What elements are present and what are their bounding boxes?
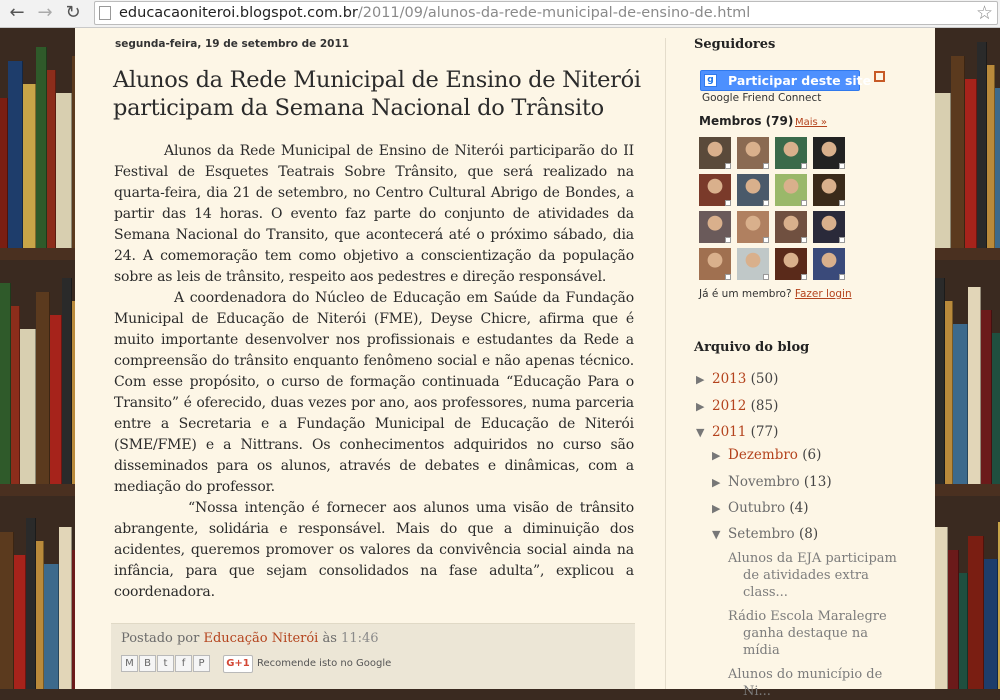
member-avatar[interactable] xyxy=(813,211,845,243)
bookshelf-background-right xyxy=(935,28,1000,689)
member-badge-icon xyxy=(725,274,731,280)
archive-count: (6) xyxy=(802,447,822,463)
gfc-label: Google Friend Connect xyxy=(702,92,822,104)
member-avatar[interactable] xyxy=(813,137,845,169)
member-avatar[interactable] xyxy=(699,174,731,206)
facebook-icon[interactable]: f xyxy=(175,655,192,672)
shelf-plank xyxy=(0,248,75,260)
archive-year-link[interactable]: 2013 xyxy=(712,371,747,387)
book-spine xyxy=(59,527,72,689)
archive-month-link[interactable]: Novembro xyxy=(728,474,800,490)
members-count: Membros (79) xyxy=(699,114,794,128)
book-spine xyxy=(36,541,44,689)
archive-year-2013[interactable] xyxy=(696,371,778,387)
url-text xyxy=(119,4,750,22)
archive-month-link[interactable]: Outubro xyxy=(728,500,786,516)
book-spine xyxy=(14,555,26,689)
url-host: educacaoniteroi.blogspot.com.br xyxy=(119,5,358,21)
member-badge-icon xyxy=(763,274,769,280)
book-spine xyxy=(959,573,968,689)
reload-icon[interactable]: ↻ xyxy=(65,2,81,23)
shelf-plank xyxy=(935,484,1000,496)
members-grid xyxy=(699,137,851,285)
book-spine xyxy=(0,98,8,248)
gplus-button[interactable]: G+1 xyxy=(223,655,253,673)
book-spine xyxy=(948,550,959,689)
book-spine xyxy=(47,70,56,248)
book-spine xyxy=(987,65,995,248)
book-spine xyxy=(992,333,1000,484)
book-spine xyxy=(23,84,36,248)
book-spine xyxy=(951,56,965,248)
at-label: às xyxy=(322,631,337,646)
book-spine xyxy=(26,518,36,689)
book-spine xyxy=(20,329,36,484)
blog-page xyxy=(75,28,935,699)
followers-title: Seguidores xyxy=(694,37,776,52)
member-avatar[interactable] xyxy=(699,248,731,280)
member-badge-icon xyxy=(801,237,807,243)
author-link[interactable]: Educação Niterói xyxy=(203,631,319,646)
collapse-arrow-icon[interactable]: ▼ xyxy=(712,528,721,541)
member-badge-icon xyxy=(839,237,845,243)
member-avatar[interactable] xyxy=(813,174,845,206)
book-spine xyxy=(968,536,984,689)
member-badge-icon xyxy=(763,163,769,169)
archive-post-link[interactable]: Rádio Escola Maralegre ganha destaque na mídia xyxy=(728,609,887,658)
member-question-text: Já é um membro? xyxy=(699,288,792,300)
book-spine xyxy=(0,283,11,484)
archive-count: (85) xyxy=(750,398,779,414)
book-spine xyxy=(36,47,47,248)
blogger-icon[interactable]: B xyxy=(139,655,156,672)
archive-post-link[interactable]: Alunos da EJA participam de atividades extra class... xyxy=(728,551,897,600)
archive-count: (13) xyxy=(803,474,832,490)
archive-post-link[interactable]: Alunos do município de Ni... xyxy=(728,667,883,699)
book-spine xyxy=(44,564,59,689)
posted-by-label: Postado por xyxy=(121,631,200,646)
book-spine xyxy=(965,79,977,248)
archive-count: (50) xyxy=(750,371,779,387)
archive-month-outubro[interactable] xyxy=(712,500,809,516)
archive-month-novembro[interactable] xyxy=(712,474,832,490)
member-avatar[interactable] xyxy=(813,248,845,280)
login-link[interactable]: Fazer login xyxy=(794,288,852,300)
member-badge-icon xyxy=(763,200,769,206)
url-path: /2011/09/alunos-da-rede-municipal-de-ensino-de.html xyxy=(357,5,751,21)
forward-arrow-icon[interactable]: → xyxy=(37,2,53,23)
book-spine xyxy=(62,278,72,484)
member-badge-icon xyxy=(725,237,731,243)
member-avatar[interactable] xyxy=(775,174,807,206)
post-paragraph: “Nossa intenção é fornecer aos alunos uma visão de trânsito abrangente, solidária e responsável. Mais do que a diminuição dos acidentes, queremos promover os valores da convivência social ainda na infância, para que sejam consolidados na fase adulta”, explicou a coordenadora. xyxy=(114,500,634,600)
back-arrow-icon[interactable]: ← xyxy=(9,2,25,23)
follow-button-label: Participar deste site xyxy=(728,73,872,88)
archive-title: Arquivo do blog xyxy=(694,340,810,355)
twitter-icon[interactable]: t xyxy=(157,655,174,672)
archive-year-2012[interactable] xyxy=(696,398,778,414)
popout-icon[interactable] xyxy=(874,71,885,82)
more-members-link[interactable]: Mais » xyxy=(795,117,828,128)
post-time-link[interactable]: 11:46 xyxy=(341,631,379,646)
pinterest-icon[interactable]: P xyxy=(193,655,210,672)
member-badge-icon xyxy=(763,237,769,243)
member-badge-icon xyxy=(801,163,807,169)
book-spine xyxy=(995,88,1000,248)
post-body xyxy=(114,141,634,603)
book-spine xyxy=(50,315,62,484)
book-spine xyxy=(11,306,20,484)
archive-count: (8) xyxy=(798,526,819,542)
book-spine xyxy=(56,93,72,248)
expand-arrow-icon[interactable]: ▶ xyxy=(696,400,705,413)
book-spine xyxy=(981,310,992,484)
book-spine xyxy=(0,532,14,689)
member-badge-icon xyxy=(801,200,807,206)
archive-year-link[interactable]: 2012 xyxy=(712,398,747,414)
book-spine xyxy=(8,61,23,248)
book-spine xyxy=(935,93,951,248)
post-footer xyxy=(111,623,635,689)
member-badge-icon xyxy=(839,274,845,280)
member-avatar[interactable] xyxy=(775,211,807,243)
book-spine xyxy=(945,301,953,484)
recommend-text: Recomende isto no Google xyxy=(257,658,392,669)
archive-year-2011[interactable] xyxy=(696,424,778,440)
archive-month-setembro[interactable] xyxy=(712,526,818,542)
book-spine xyxy=(935,527,948,689)
member-badge-icon xyxy=(839,200,845,206)
member-avatar[interactable] xyxy=(775,248,807,280)
archive-month-dezembro[interactable] xyxy=(712,447,821,463)
bookmark-star-icon[interactable]: ☆ xyxy=(975,2,993,24)
browser-toolbar xyxy=(0,0,1000,28)
member-avatar[interactable] xyxy=(775,137,807,169)
expand-arrow-icon[interactable]: ▶ xyxy=(712,476,721,489)
archive-year-link[interactable]: 2011 xyxy=(712,424,747,440)
archive-month-link[interactable]: Dezembro xyxy=(728,447,798,463)
expand-arrow-icon[interactable]: ▶ xyxy=(696,373,705,386)
book-spine xyxy=(953,324,968,484)
share-buttons xyxy=(121,655,210,675)
post-paragraph: A coordenadora do Núcleo de Educação em Saúde da Fundação Municipal de Educação de Niterói (FME), Deyse Chicre, afirma que é muito importante desenvolver nos profissionais e estudantes da Rede a compreensão do trânsito enquanto fenômeno social e não apenas técnico. Com esse propósito, o curso de formação continuada “Educação Para o Transito” é oferecido, duas vezes por ano, aos professores, numa parceria entre a Secretaria e a Fundação Municipal de Educação de Niterói (SME/FME) e a Nittrans. Os conhecimentos adquiridos no curso são disseminados para os alunos, através de debates e dinâmicas, com a mediação do professor. xyxy=(114,290,634,495)
member-badge-icon xyxy=(725,163,731,169)
book-spine xyxy=(968,287,981,484)
expand-arrow-icon[interactable]: ▶ xyxy=(712,502,721,515)
book-spine xyxy=(935,278,945,484)
post-byline xyxy=(121,631,379,646)
member-avatar[interactable] xyxy=(737,211,769,243)
post-date: segunda-feira, 19 de setembro de 2011 xyxy=(115,38,350,50)
member-badge-icon xyxy=(801,274,807,280)
member-avatar[interactable] xyxy=(699,211,731,243)
archive-count: (77) xyxy=(750,424,779,440)
shelf-plank xyxy=(0,484,75,496)
book-spine xyxy=(36,292,50,484)
book-spine xyxy=(977,42,987,248)
member-question xyxy=(699,288,852,300)
member-avatar[interactable] xyxy=(699,137,731,169)
member-avatar[interactable] xyxy=(737,174,769,206)
post-paragraph: Alunos da Rede Municipal de Ensino de Niterói participarão do II Festival de Esquetes Teatrais Sobre Trânsito, que será realizado na quarta-feira, dia 21 de setembro, no Centro Cultural Abrigo de Bondes, a partir das 14 horas. O evento faz parte do conjunto de atividades da Semana Nacional do Transito, que acontecerá até o próximo sábado, dia 24. A comemoração tem como objetivo a conscientização da população sobre as leis de trânsito, respeito aos pedestres e direção responsável. xyxy=(114,143,634,285)
column-divider xyxy=(665,38,666,689)
archive-month-link[interactable]: Setembro xyxy=(728,526,795,542)
page-icon xyxy=(99,6,111,20)
shelf-plank xyxy=(935,248,1000,260)
member-avatar[interactable] xyxy=(737,137,769,169)
archive-count: (4) xyxy=(789,500,809,516)
member-badge-icon xyxy=(839,163,845,169)
gfc-logo-icon: g xyxy=(704,74,717,87)
bookshelf-background-left xyxy=(0,28,75,689)
email-icon[interactable]: M xyxy=(121,655,138,672)
member-badge-icon xyxy=(725,200,731,206)
follow-site-button[interactable] xyxy=(700,70,872,91)
expand-arrow-icon[interactable]: ▶ xyxy=(712,449,721,462)
member-avatar[interactable] xyxy=(737,248,769,280)
address-bar[interactable] xyxy=(94,1,998,25)
book-spine xyxy=(984,559,998,689)
post-title[interactable]: Alunos da Rede Municipal de Ensino de Niterói participam da Semana Nacional do Trânsito xyxy=(113,67,641,121)
collapse-arrow-icon[interactable]: ▼ xyxy=(696,426,705,439)
